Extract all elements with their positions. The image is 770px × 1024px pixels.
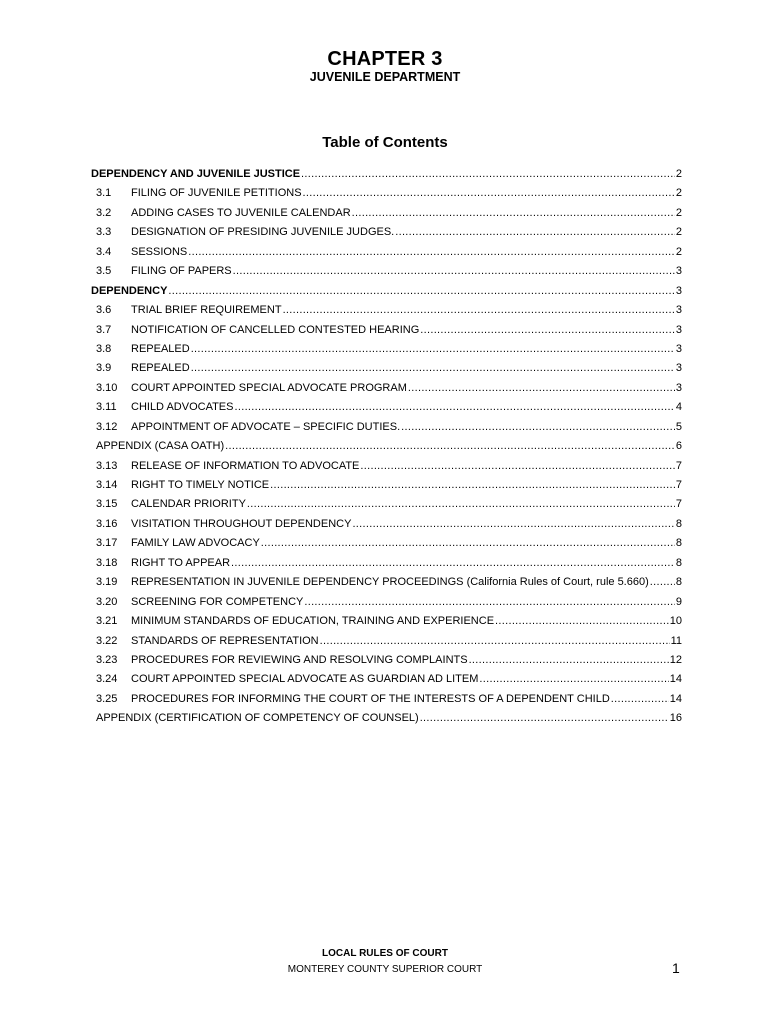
footer-title: LOCAL RULES OF COURT	[322, 948, 448, 959]
toc-entry-page: 3	[675, 265, 682, 278]
toc-entry-number: 3.19	[96, 576, 118, 589]
toc-entry-page: 3	[675, 304, 682, 317]
toc-dot-leader	[420, 321, 675, 340]
toc-entry-number: 3.13	[96, 459, 118, 472]
toc-dot-leader	[469, 651, 669, 670]
toc-entry-title: NOTIFICATION OF CANCELLED CONTESTED HEARING	[131, 323, 420, 336]
toc-entry-page: 11	[670, 634, 682, 647]
toc-entry-number: 3.1	[96, 187, 112, 200]
toc-entry-title: PROCEDURES FOR REVIEWING AND RESOLVING COMPLAINTS	[131, 653, 468, 666]
toc-entry-number: 3.20	[96, 595, 118, 608]
toc-entry-title: FILING OF PAPERS	[131, 265, 232, 278]
toc-entry-number: 3.14	[96, 479, 118, 491]
toc-entry-title: APPENDIX (CASA OATH)	[96, 440, 225, 453]
toc-entry[interactable]	[91, 379, 682, 398]
footer-subtitle: MONTEREY COUNTY SUPERIOR COURT	[287, 964, 483, 975]
toc-dot-leader	[233, 262, 675, 281]
toc-entry-number: 3.3	[96, 226, 112, 239]
toc-entry-page: 14	[669, 692, 682, 705]
toc-dot-leader	[495, 612, 669, 631]
toc-entry-title: DEPENDENCY AND JUVENILE JUSTICE	[91, 168, 301, 180]
toc-dot-leader	[320, 632, 670, 651]
toc-entry-page: 2	[675, 245, 682, 258]
toc-entry-number: 3.23	[96, 653, 118, 666]
toc-entry-title: TRIAL BRIEF REQUIREMENT	[131, 304, 282, 317]
toc-entry[interactable]	[91, 534, 682, 553]
toc-dot-leader	[247, 495, 675, 514]
toc-entry-number: 3.21	[96, 615, 118, 628]
toc-entry[interactable]	[91, 418, 682, 437]
toc-entry-page: 8	[675, 556, 682, 569]
toc-entry-page: 3	[675, 323, 682, 336]
toc-entry-title: FAMILY LAW ADVOCACY	[131, 537, 260, 550]
toc-entry-title: MINIMUM STANDARDS OF EDUCATION, TRAINING AND EXPERIENCE	[131, 615, 495, 628]
toc-dot-leader	[352, 515, 674, 534]
toc-entry-title: COURT APPOINTED SPECIAL ADVOCATE AS GUARDIAN AD LITEM	[131, 673, 479, 686]
toc-entry[interactable]	[91, 573, 682, 592]
toc-entry-title: CHILD ADVOCATES	[131, 401, 234, 414]
toc-entry[interactable]	[91, 554, 682, 573]
toc-entry-page: 12	[669, 653, 682, 666]
toc-entry-page: 7	[675, 498, 682, 511]
toc-entry-page: 6	[675, 440, 682, 453]
toc-entry-page: 5	[675, 420, 682, 433]
toc-entry-number: 3.4	[96, 245, 112, 258]
toc-entry-page: 4	[675, 401, 682, 414]
toc-entry-title: COURT APPOINTED SPECIAL ADVOCATE PROGRAM	[131, 381, 407, 394]
toc-entry-title: SCREENING FOR COMPETENCY	[131, 595, 304, 608]
toc-entry[interactable]	[91, 651, 682, 670]
toc-entry-title: VISITATION THROUGHOUT DEPENDENCY	[131, 517, 352, 530]
toc-entry-title: APPENDIX (CERTIFICATION OF COMPETENCY OF COUNSEL)	[96, 712, 419, 725]
toc-entry-page: 9	[675, 595, 682, 608]
table-of-contents	[91, 165, 682, 729]
toc-dot-leader	[225, 437, 675, 456]
toc-entry-title: CALENDAR PRIORITY	[131, 498, 246, 511]
toc-entry-page: 3	[675, 381, 682, 394]
toc-entry-title: APPOINTMENT OF ADVOCATE – SPECIFIC DUTIES.	[131, 420, 401, 433]
toc-entry-page: 7	[675, 459, 682, 472]
chapter-subtitle: JUVENILE DEPARTMENT	[309, 70, 461, 84]
toc-entry[interactable]	[91, 495, 682, 514]
toc-dot-leader	[479, 670, 668, 689]
toc-entry-number: 3.12	[96, 420, 118, 433]
toc-dot-leader	[191, 359, 675, 378]
toc-entry-title: REPEALED	[131, 362, 190, 375]
toc-entry[interactable]	[91, 165, 682, 184]
toc-dot-leader	[408, 379, 675, 398]
toc-entry[interactable]	[91, 709, 682, 728]
toc-dot-leader	[420, 709, 669, 728]
toc-entry-page: 8	[675, 537, 682, 550]
toc-entry[interactable]	[91, 670, 682, 689]
toc-entry[interactable]	[91, 690, 682, 709]
toc-dot-leader	[304, 593, 675, 612]
toc-entry[interactable]	[91, 243, 682, 262]
toc-entry-number: 3.6	[96, 304, 112, 317]
toc-entry[interactable]	[91, 457, 682, 476]
toc-entry-page: 2	[675, 206, 682, 219]
toc-dot-leader	[191, 340, 675, 359]
toc-entry[interactable]	[91, 223, 682, 242]
toc-entry-title: DEPENDENCY	[91, 284, 168, 297]
toc-entry[interactable]	[91, 515, 682, 534]
toc-entry-title: SESSIONS	[131, 245, 188, 258]
toc-entry-number: 3.22	[96, 634, 118, 647]
toc-entry-title: DESIGNATION OF PRESIDING JUVENILE JUDGES.	[131, 226, 395, 239]
toc-entry-title: STANDARDS OF REPRESENTATION	[131, 634, 319, 647]
toc-entry-number: 3.16	[96, 517, 118, 530]
toc-entry[interactable]	[91, 282, 682, 301]
page-number: 1	[672, 960, 680, 976]
toc-entry[interactable]	[91, 476, 682, 495]
toc-entry-title: REPRESENTATION IN JUVENILE DEPENDENCY PROCEEDINGS (California Rules of Court, rule 5.660)	[131, 576, 649, 589]
toc-dot-leader	[261, 534, 675, 553]
toc-dot-leader	[188, 243, 675, 262]
toc-entry-number: 3.10	[96, 381, 118, 394]
toc-entry-page: 3	[675, 342, 682, 355]
toc-dot-leader	[270, 476, 675, 495]
toc-entry-title: PROCEDURES FOR INFORMING THE COURT OF THE INTERESTS OF A DEPENDENT CHILD	[131, 692, 610, 705]
toc-entry[interactable]	[91, 321, 682, 340]
toc-entry[interactable]	[91, 204, 682, 223]
toc-entry-page: 3	[675, 362, 682, 375]
toc-dot-leader	[283, 301, 675, 320]
toc-entry-number: 3.25	[96, 692, 118, 705]
toc-dot-leader	[168, 282, 674, 301]
toc-entry[interactable]	[91, 398, 682, 417]
toc-entry-number: 3.5	[96, 265, 112, 278]
toc-entry-page: 2	[675, 226, 682, 239]
toc-entry-number: 3.2	[96, 206, 112, 219]
toc-entry-title: RELEASE OF INFORMATION TO ADVOCATE	[131, 459, 360, 472]
toc-dot-leader	[401, 418, 675, 437]
toc-dot-leader	[301, 165, 675, 184]
toc-dot-leader	[360, 457, 674, 476]
toc-dot-leader	[352, 204, 675, 223]
toc-dot-leader	[395, 223, 675, 242]
toc-entry-page: 8	[675, 576, 682, 589]
toc-entry[interactable]	[91, 301, 682, 320]
toc-entry-number: 3.15	[96, 498, 118, 511]
toc-entry-page: 10	[669, 615, 682, 628]
toc-dot-leader	[303, 184, 675, 203]
toc-entry[interactable]	[91, 632, 682, 651]
toc-entry-page: 2	[675, 187, 682, 200]
toc-entry-title: REPEALED	[131, 342, 190, 355]
toc-entry-number: 3.7	[96, 323, 112, 336]
toc-entry[interactable]	[91, 340, 682, 359]
toc-dot-leader	[235, 398, 675, 417]
toc-dot-leader	[650, 573, 675, 592]
toc-entry-number: 3.9	[96, 362, 112, 375]
toc-entry-title: RIGHT TO APPEAR	[131, 556, 231, 569]
toc-entry-title: FILING OF JUVENILE PETITIONS	[131, 187, 302, 200]
toc-entry-page: 3	[675, 284, 682, 297]
toc-entry-page: 8	[675, 517, 682, 530]
toc-entry-page: 14	[669, 673, 682, 686]
toc-entry[interactable]	[91, 262, 682, 281]
toc-entry[interactable]	[91, 359, 682, 378]
chapter-title: CHAPTER 3	[327, 48, 443, 70]
toc-dot-leader	[611, 690, 669, 709]
toc-entry-title: RIGHT TO TIMELY NOTICE	[131, 479, 270, 491]
toc-entry-title: ADDING CASES TO JUVENILE CALENDAR	[131, 206, 351, 219]
toc-entry-page: 2	[675, 168, 682, 180]
toc-entry[interactable]	[91, 184, 682, 203]
toc-entry-page: 16	[669, 712, 682, 725]
toc-entry-number: 3.24	[96, 673, 118, 686]
toc-entry[interactable]	[91, 612, 682, 631]
toc-entry-number: 3.18	[96, 556, 118, 569]
toc-heading: Table of Contents	[322, 134, 448, 151]
toc-entry-number: 3.11	[96, 401, 117, 414]
toc-entry-number: 3.8	[96, 342, 112, 355]
toc-entry[interactable]	[91, 437, 682, 456]
toc-entry-page: 7	[675, 479, 682, 491]
toc-entry[interactable]	[91, 593, 682, 612]
toc-dot-leader	[231, 554, 675, 573]
toc-entry-number: 3.17	[96, 537, 118, 550]
